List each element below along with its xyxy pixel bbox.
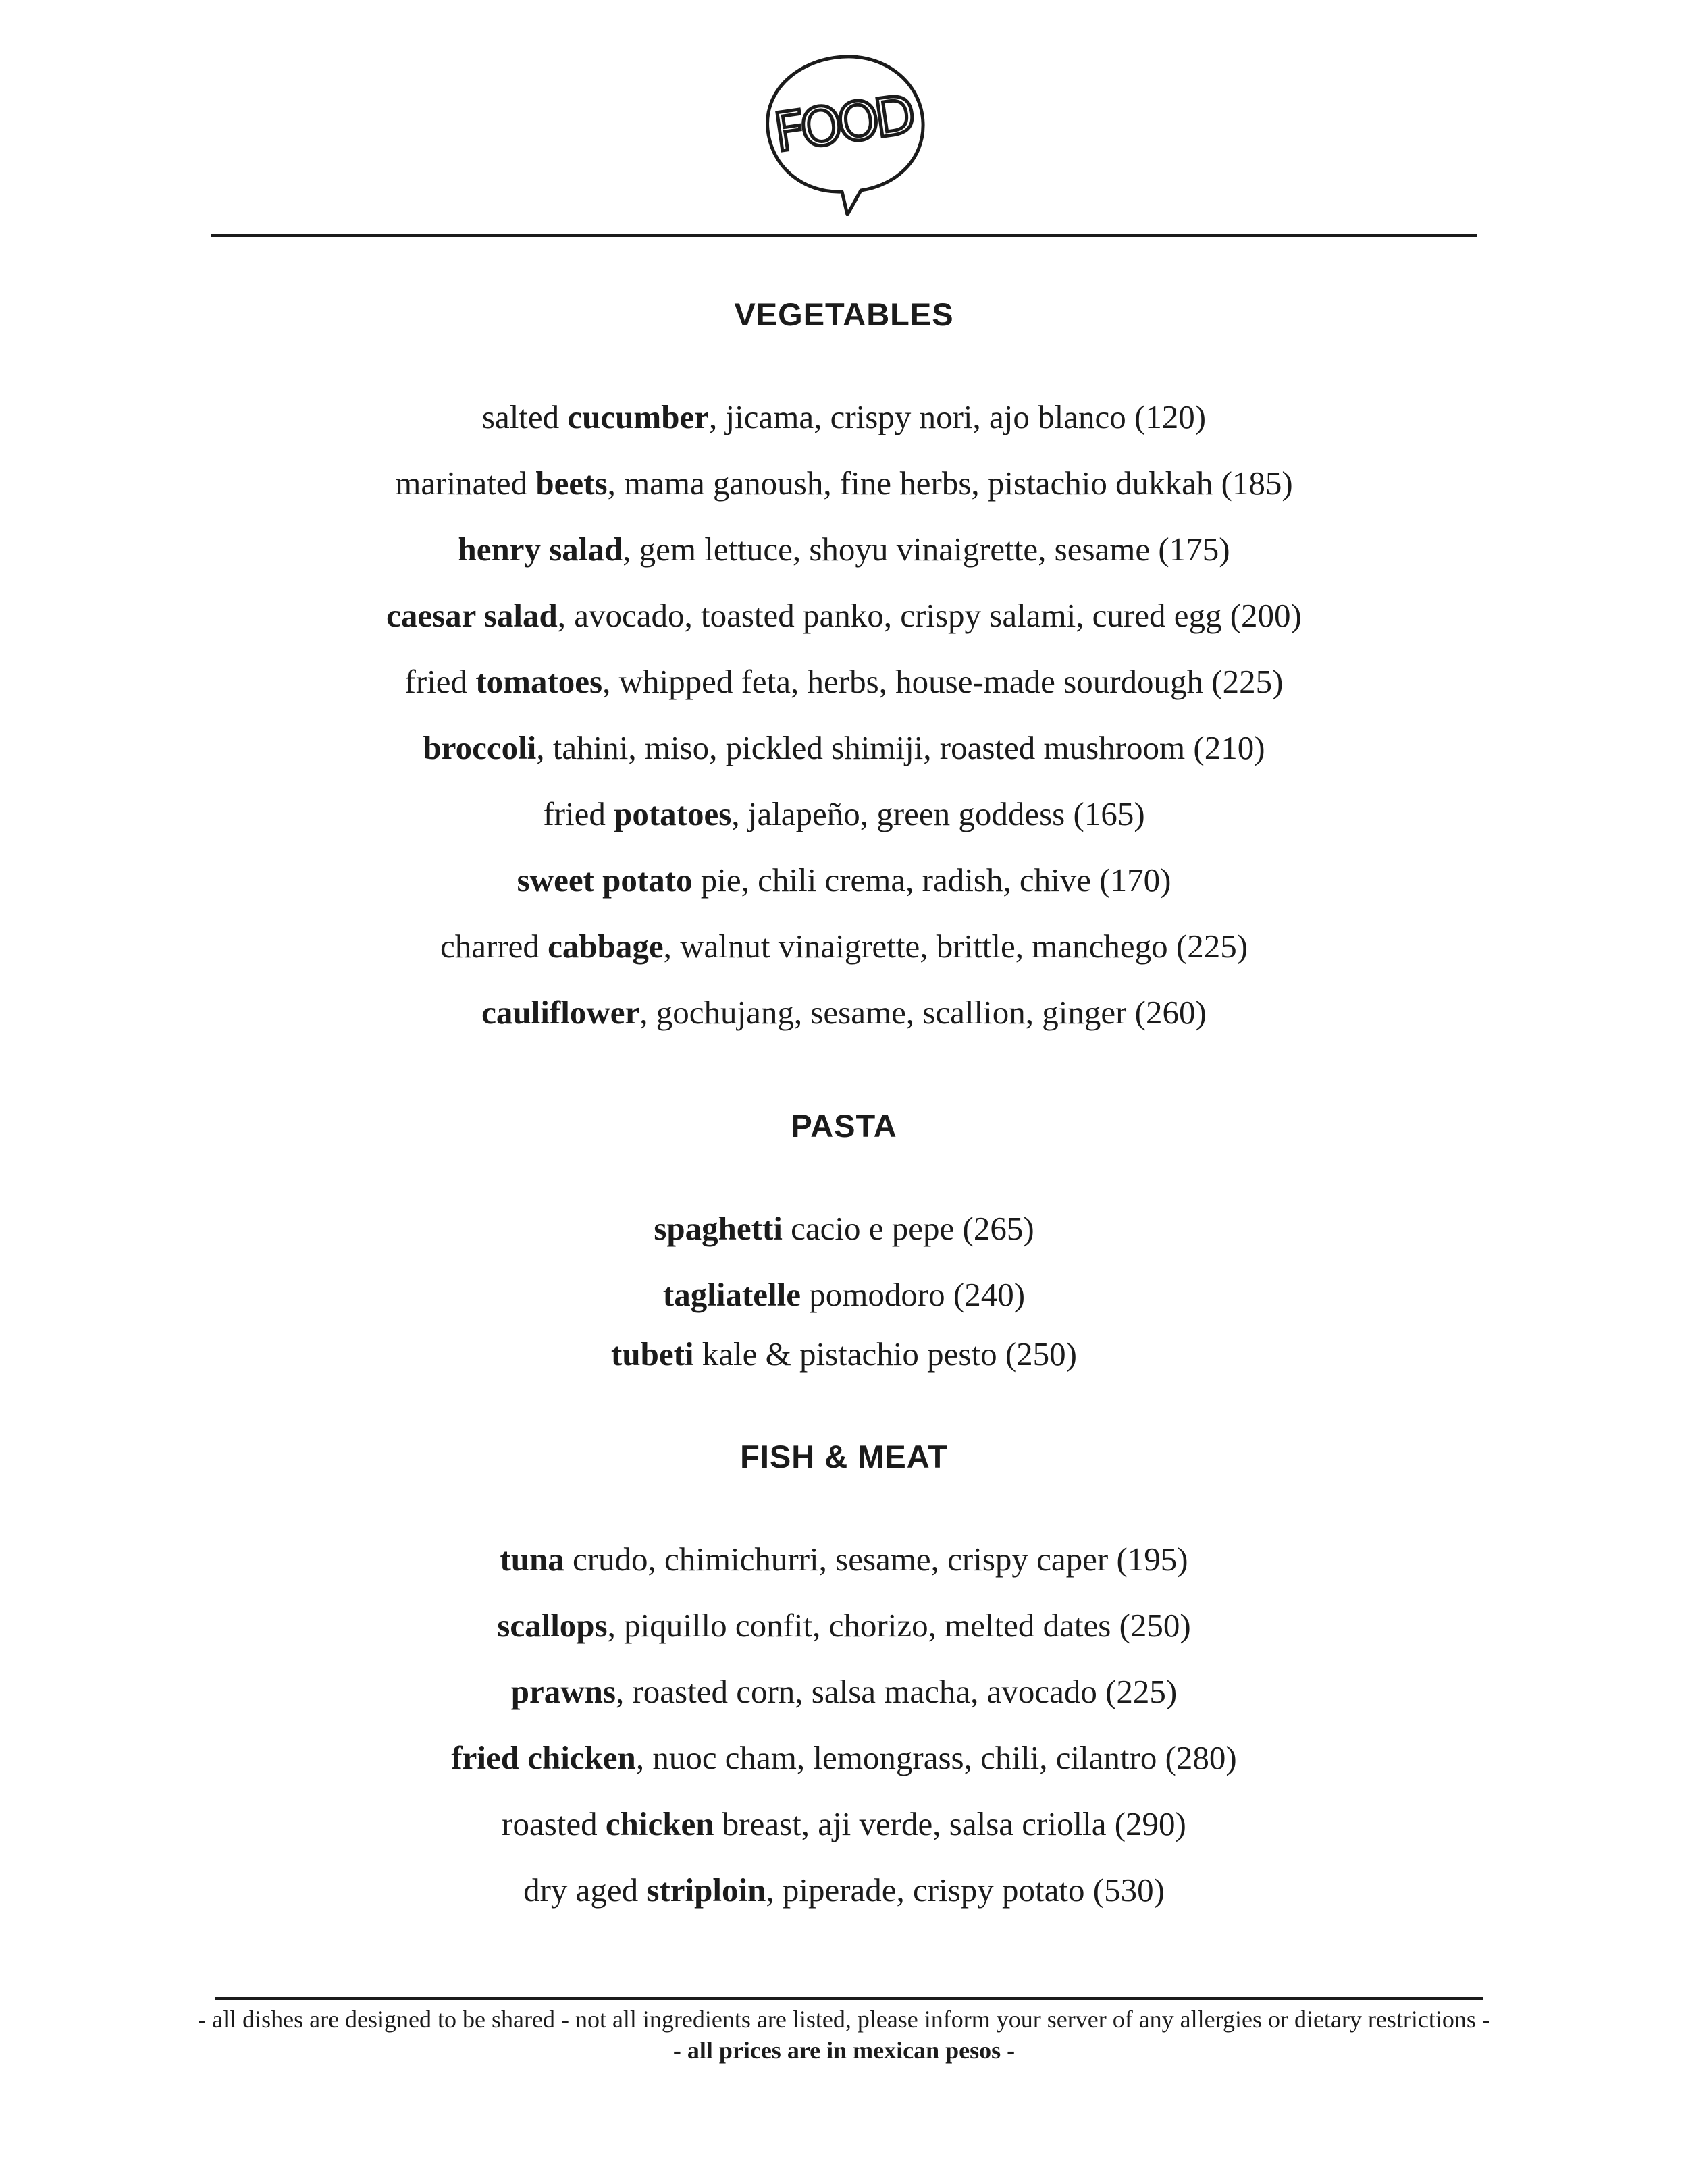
- menu-item: henry salad, gem lettuce, shoyu vinaigrette, sesame (175): [458, 531, 1230, 568]
- logo-text: FOOD: [770, 84, 916, 164]
- menu-item: fried potatoes, jalapeño, green goddess (165): [543, 795, 1145, 832]
- footer-sharing-note: - all dishes are designed to be shared - not all ingredients are listed, please inform your server of any allergies or dietary restrictions -: [198, 2006, 1490, 2033]
- menu-item: fried chicken, nuoc cham, lemongrass, chili, cilantro (280): [451, 1739, 1237, 1776]
- menu-item: scallops, piquillo confit, chorizo, melted dates (250): [497, 1607, 1191, 1644]
- section-heading-fish-meat: FISH & MEAT: [740, 1439, 948, 1474]
- footer-currency-note: - all prices are in mexican pesos -: [672, 2037, 1016, 2064]
- menu-item: broccoli, tahini, miso, pickled shimiji, roasted mushroom (210): [423, 729, 1265, 766]
- menu-item: roasted chicken breast, aji verde, salsa criolla (290): [502, 1805, 1186, 1842]
- food-logo: [753, 47, 935, 216]
- menu-item: sweet potato pie, chili crema, radish, chive (170): [517, 861, 1171, 899]
- menu-item: tubeti kale & pistachio pesto (250): [611, 1335, 1077, 1373]
- menu-item: tuna crudo, chimichurri, sesame, crispy caper (195): [500, 1541, 1188, 1578]
- section-heading-pasta: PASTA: [791, 1108, 897, 1144]
- menu-item: cauliflower, gochujang, sesame, scallion, ginger (260): [481, 994, 1207, 1031]
- menu-item: spaghetti cacio e pepe (265): [654, 1210, 1034, 1247]
- top-divider: [211, 234, 1477, 237]
- section-heading-vegetables: VEGETABLES: [734, 296, 954, 332]
- menu-item: caesar salad, avocado, toasted panko, crispy salami, cured egg (200): [386, 597, 1302, 634]
- menu-item: charred cabbage, walnut vinaigrette, brittle, manchego (225): [440, 928, 1248, 965]
- menu-item: salted cucumber, jicama, crispy nori, ajo blanco (120): [481, 398, 1207, 435]
- menu-item: fried tomatoes, whipped feta, herbs, house-made sourdough (225): [404, 663, 1284, 700]
- menu-item: prawns, roasted corn, salsa macha, avocado (225): [510, 1673, 1178, 1710]
- menu-item: tagliatelle pomodoro (240): [662, 1276, 1026, 1313]
- menu-item: dry aged striploin, piperade, crispy potato (530): [523, 1871, 1165, 1909]
- bottom-divider: [215, 1997, 1483, 2000]
- menu-item: marinated beets, mama ganoush, fine herbs, pistachio dukkah (185): [395, 464, 1293, 502]
